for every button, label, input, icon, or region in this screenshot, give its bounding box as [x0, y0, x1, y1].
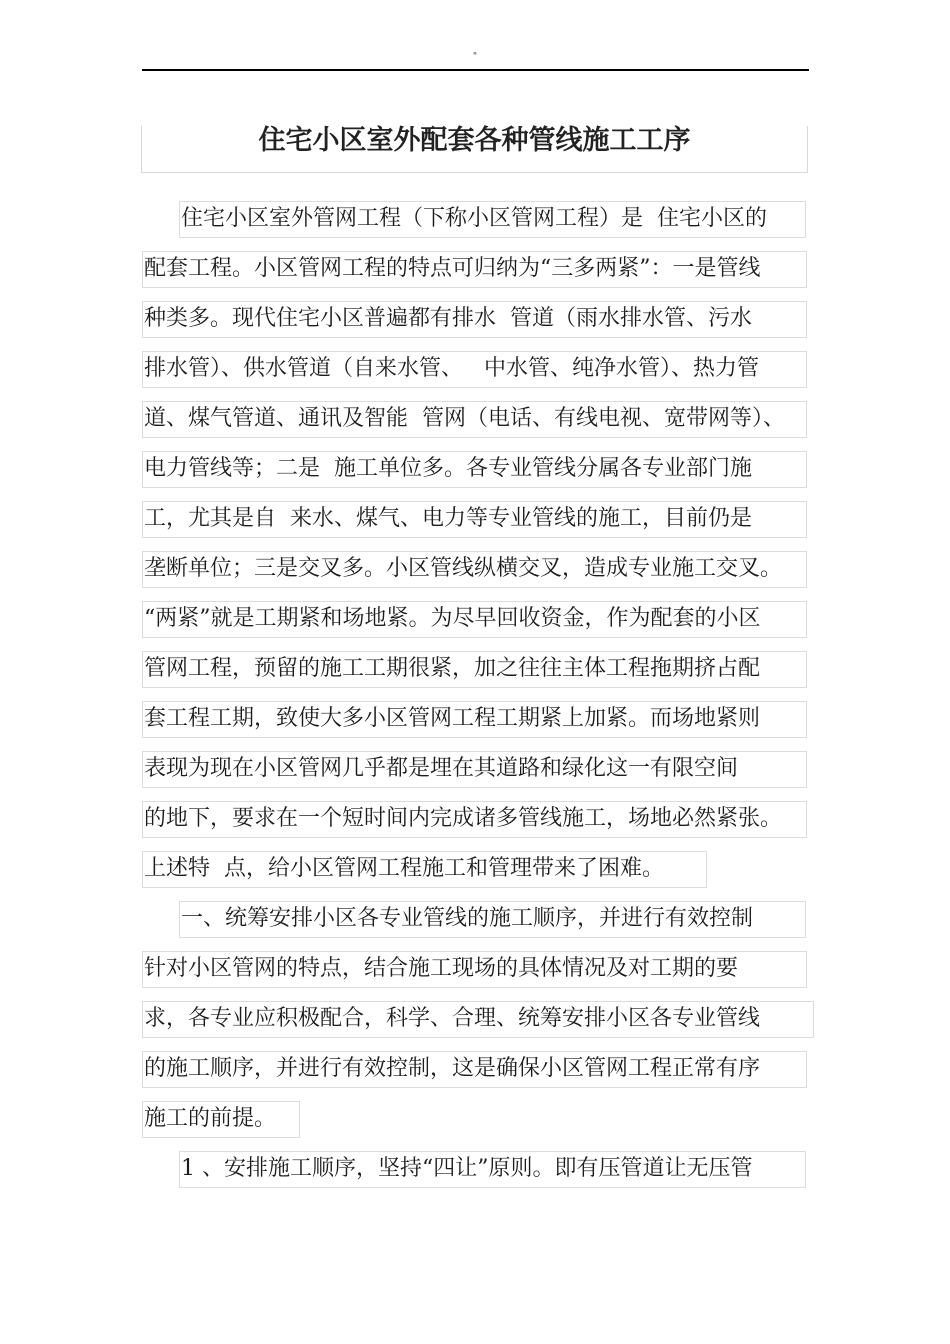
text-line: 的施工顺序，并进行有效控制，这是确保小区管网工程正常有序	[142, 1051, 807, 1088]
text-line: 住宅小区室外管网工程（下称小区管网工程）是 住宅小区的	[179, 201, 806, 238]
text-line: 工，尤其是自 来水、煤气、电力等专业管线的施工，目前仍是	[142, 501, 807, 538]
section-heading: 一、统筹安排小区各专业管线的施工顺序，并进行有效控制	[179, 901, 806, 938]
text-line: 排水管）、供水管道（自来水管、 中水管、纯净水管）、热力管	[142, 351, 807, 388]
text-line: 管网工程，预留的施工工期很紧，加之往往主体工程拖期挤占配	[142, 651, 807, 688]
text-line: 种类多。现代住宅小区普遍都有排水 管道（雨水排水管、污水	[142, 301, 807, 338]
text-line: 套工程工期，致使大多小区管网工程工期紧上加紧。而场地紧则	[142, 701, 807, 738]
header-mark: "	[472, 52, 478, 62]
document-title: 住宅小区室外配套各种管线施工工序	[258, 125, 691, 156]
text-line: 针对小区管网的特点，结合施工现场的具体情况及对工期的要	[142, 951, 807, 988]
text-line: 上述特 点，给小区管网工程施工和管理带来了困难。	[142, 851, 707, 888]
text-line: 垄断单位；三是交叉多。小区管线纵横交叉，造成专业施工交叉。	[142, 551, 807, 588]
text-line: 表现为现在小区管网几乎都是埋在其道路和绿化这一有限空间	[142, 751, 807, 788]
text-line: 的地下，要求在一个短时间内完成诸多管线施工，场地必然紧张。	[142, 801, 807, 838]
text-line: 配套工程。小区管网工程的特点可归纳为“三多两紧”：一是管线	[142, 251, 807, 288]
text-line: “两紧”就是工期紧和场地紧。为尽早回收资金，作为配套的小区	[142, 601, 807, 638]
text-line: 求，各专业应积极配合，科学、合理、统筹安排小区各专业管线	[142, 1001, 814, 1038]
text-line: 电力管线等；二是 施工单位多。各专业管线分属各专业部门施	[142, 451, 807, 488]
text-line: 1 、安排施工顺序，坚持“四让”原则。即有压管道让无压管	[179, 1151, 806, 1188]
text-line: 施工的前提。	[142, 1101, 300, 1138]
text-line: 道、煤气管道、通讯及智能 管网（电话、有线电视、宽带网等）、	[142, 401, 807, 438]
header-rule	[142, 69, 809, 71]
